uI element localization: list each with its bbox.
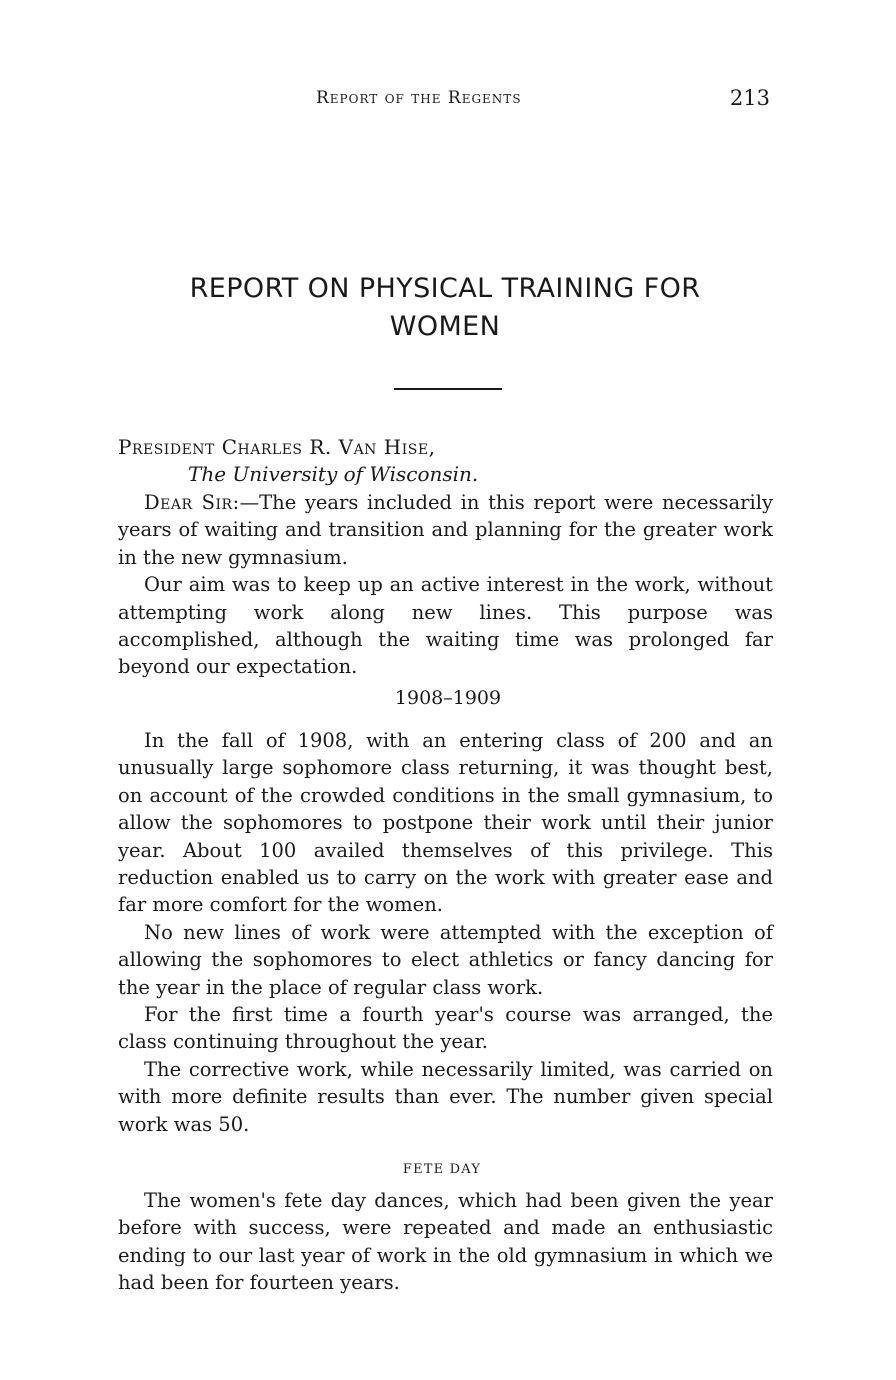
addressee-institution: The University of Wisconsin.	[188, 462, 479, 486]
intro-text	[118, 489, 773, 681]
paragraph: In the fall of 1908, with an entering class of 200 and an unusually large sophomore class returning, it was thought best, on account of the crowded conditions in the small gymnasium, to allow the sophomores to postpone their work until their junior year. About 100 availed themselves of this privilege. This reduction enabled us to carry on the work with greater ease and far more comfort for the women.	[118, 729, 773, 917]
title-divider	[394, 388, 502, 390]
report-title	[120, 270, 770, 346]
page-number: 213	[729, 86, 770, 110]
section-heading-fete-day: FETE DAY	[402, 1162, 482, 1177]
salutation: Dear Sir:	[144, 491, 240, 514]
paragraph: For the first time a fourth year's course was arranged, the class continuing throughout the year.	[118, 1003, 773, 1054]
fete-section-text	[118, 1187, 773, 1297]
addressee-name: President Charles R. Van Hise,	[118, 435, 436, 459]
year-section-text	[118, 727, 773, 1138]
paragraph: The women's fete day dances, which had been given the year before with success, were repeated and made an enthusiastic ending to our last year of work in the old gymnasium in which we had been for fourteen years.	[118, 1189, 773, 1295]
paragraph: No new lines of work were attempted with the exception of allowing the sophomores to elect athletics or fancy dancing for the year in the place of regular class work.	[118, 920, 773, 999]
title-line-2: WOMEN	[389, 311, 501, 342]
running-head: Report of the Regents	[316, 88, 522, 108]
paragraph-text: —The years included in this report were necessarily years of waiting and transition and planning for the greater work in the new gymnasium.	[118, 491, 773, 569]
section-heading-year: 1908–1909	[394, 687, 502, 709]
paragraph: Our aim was to keep up an active interest in the work, without attempting work along new lines. This purpose was accomplished, although the waiting time was prolonged far beyond our expectation.	[118, 573, 773, 679]
paragraph	[118, 489, 773, 571]
title-line-1: REPORT ON PHYSICAL TRAINING FOR	[189, 273, 701, 304]
paragraph: The corrective work, while necessarily limited, was carried on with more definite results than ever. The number given special work was 50.	[118, 1057, 773, 1136]
